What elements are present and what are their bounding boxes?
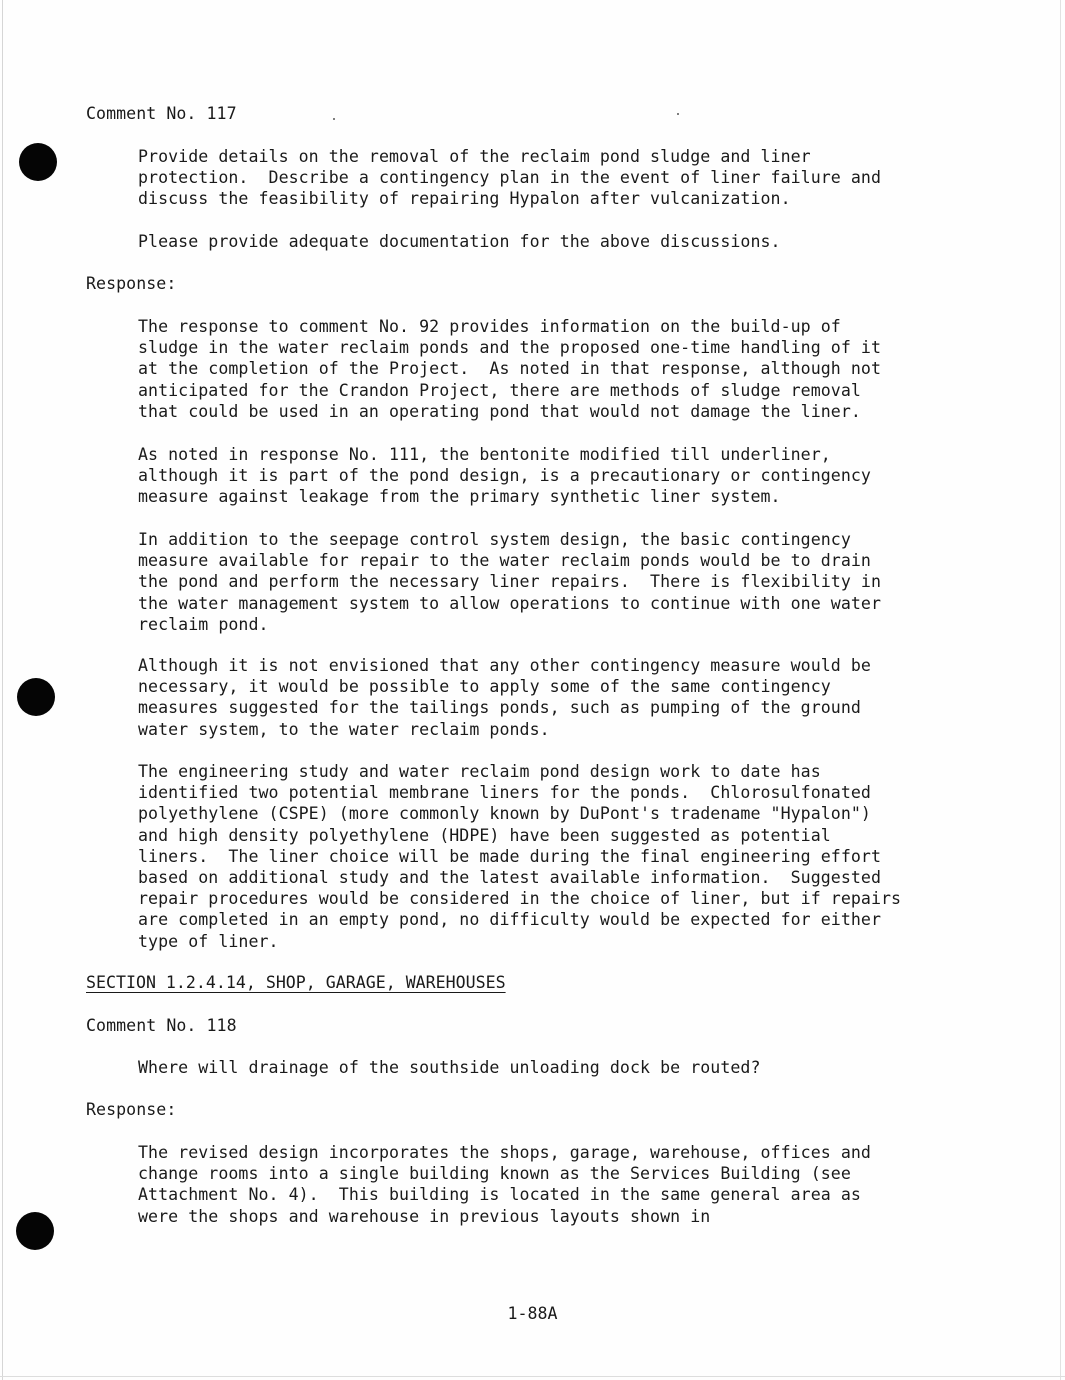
text-line: sludge in the water reclaim ponds and the proposed one-time handling of it <box>138 338 881 358</box>
punch-hole-bottom <box>16 1212 54 1250</box>
scan-edge-left <box>2 0 3 1380</box>
text-line: The revised design incorporates the shops, garage, warehouse, offices and <box>138 1143 871 1162</box>
text-line: although it is part of the pond design, is a precautionary or contingency <box>138 466 871 486</box>
response-paragraph <box>138 761 901 952</box>
text-line: polyethylene (CSPE) (more commonly known by DuPont's tradename "Hypalon") <box>138 804 871 824</box>
text-line: were the shops and warehouse in previous layouts shown in <box>138 1206 711 1226</box>
text-line: change rooms into a single building known as the Services Building (see <box>138 1164 851 1184</box>
text-line: protection. Describe a contingency plan in the event of liner failure and <box>138 168 881 188</box>
text-line: type of liner. <box>138 931 279 951</box>
page-number: 1-88A <box>507 1304 558 1323</box>
text-line: are completed in an empty pond, no difficulty would be expected for either <box>138 910 881 930</box>
text-line: Provide details on the removal of the reclaim pond sludge and liner <box>138 147 811 166</box>
response-paragraph <box>138 655 871 740</box>
text-line: The response to comment No. 92 provides information on the build-up of <box>138 317 841 336</box>
text-line: measure available for repair to the water reclaim ponds would be to drain <box>138 551 871 571</box>
comment-118-response-label: Response: <box>86 1100 177 1119</box>
text-line: at the completion of the Project. As noted in that response, although not <box>138 359 881 379</box>
text-line: repair procedures would be considered in the choice of liner, but if repairs <box>138 889 902 909</box>
text-line: the pond and perform the necessary liner repairs. There is flexibility in <box>138 572 881 592</box>
text-line: that could be used in an operating pond that would not damage the liner. <box>138 401 861 421</box>
text-line: the water management system to allow operations to continue with one water <box>138 593 881 613</box>
response-paragraph <box>138 529 881 635</box>
text-line: liners. The liner choice will be made during the final engineering effort <box>138 846 881 866</box>
comment-117-question <box>138 146 881 210</box>
text-line: measure against leakage from the primary synthetic liner system. <box>138 487 781 507</box>
text-line: based on additional study and the latest available information. Suggested <box>138 868 881 888</box>
text-line: reclaim pond. <box>138 614 269 634</box>
text-line: measures suggested for the tailings ponds, such as pumping of the ground <box>138 698 861 718</box>
scan-edge-right <box>1060 0 1061 1380</box>
text-line: and high density polyethylene (HDPE) have been suggested as potential <box>138 825 831 845</box>
response-paragraph <box>138 444 871 508</box>
text-line: discuss the feasibility of repairing Hypalon after vulcanization. <box>138 189 791 209</box>
text-line: Although it is not envisioned that any other contingency measure would be <box>138 656 871 675</box>
text-line: necessary, it would be possible to apply some of the same contingency <box>138 677 831 697</box>
response-paragraph <box>138 316 881 422</box>
text-line: Attachment No. 4). This building is located in the same general area as <box>138 1185 861 1205</box>
text-line: identified two potential membrane liners for the ponds. Chlorosulfonated <box>138 783 871 803</box>
text-line: In addition to the seepage control system design, the basic contingency <box>138 530 851 549</box>
scan-speck <box>333 118 335 120</box>
comment-118-heading: Comment No. 118 <box>86 1016 237 1035</box>
text-line: anticipated for the Crandon Project, there are methods of sludge removal <box>138 380 861 400</box>
response-paragraph <box>138 1142 871 1227</box>
text-line: The engineering study and water reclaim pond design work to date has <box>138 762 821 781</box>
comment-118-question: Where will drainage of the southside unloading dock be routed? <box>138 1058 761 1077</box>
comment-117-response-label: Response: <box>86 274 177 293</box>
scan-speck <box>677 113 679 115</box>
punch-hole-top <box>19 143 57 181</box>
text-line: As noted in response No. 111, the bentonite modified till underliner, <box>138 445 831 464</box>
comment-117-request: Please provide adequate documentation for the above discussions. <box>138 232 781 251</box>
punch-hole-middle <box>17 678 55 716</box>
comment-117-heading: Comment No. 117 <box>86 104 237 123</box>
text-line: water system, to the water reclaim ponds. <box>138 719 550 739</box>
scan-edge-bottom <box>0 1376 1065 1377</box>
section-heading: SECTION 1.2.4.14, SHOP, GARAGE, WAREHOUSES <box>86 973 506 992</box>
